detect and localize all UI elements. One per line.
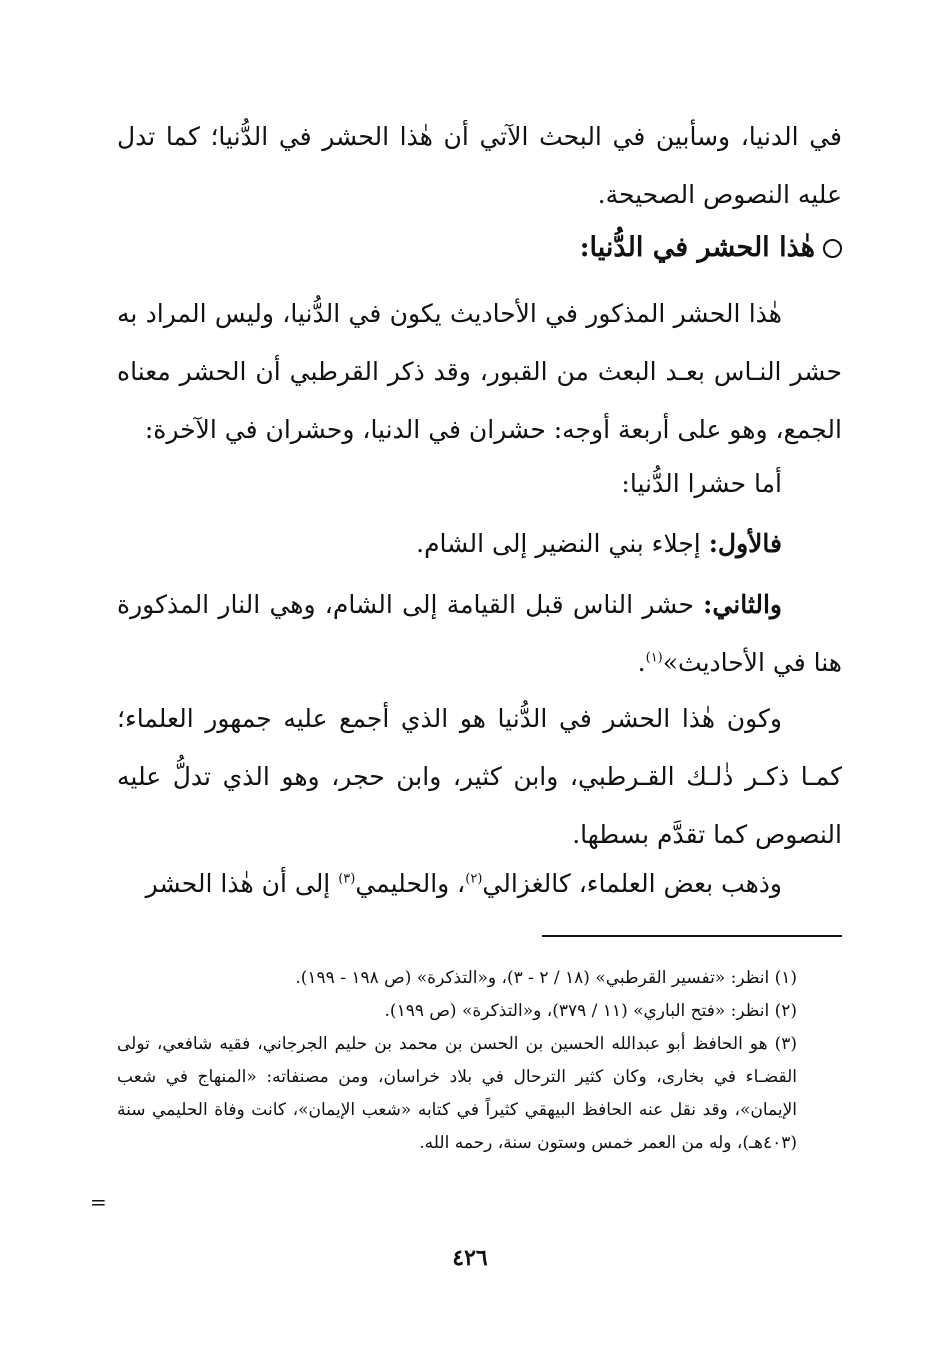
section-heading-text: هٰذا الحشر في الدُّنيا: — [579, 232, 815, 263]
footnote-2: (٢) انظر: «فتح الباري» (١١ / ٣٧٩)، و«التذكرة» (ص ١٩٩). — [384, 1001, 797, 1021]
paragraph-5-label: والثاني: — [703, 590, 782, 619]
footnotes — [117, 962, 842, 1160]
paragraph-6-text: وكون هٰذا الحشر في الدُّنيا هو الذي أجمع عليه جمهور العلماء؛ كمـا ذكـر ذٰلـك القـرطبي، وابن كثير، وابن حجر، وهو الذي تدلُّ عليه النصوص كما تقدَّم بسطها. — [117, 704, 842, 849]
page-number: ٤٢٦ — [452, 1245, 488, 1271]
paragraph-1-text: في الدنيا، وسأبين في البحث الآتي أن هٰذا الحشر في الدُّنيا؛ كما تدل عليه النصوص الصحيحة. — [117, 122, 842, 209]
paragraph-1 — [117, 108, 842, 224]
paragraph-4 — [117, 515, 842, 573]
paragraph-3-text: أما حشرا الدُّنيا: — [621, 469, 782, 498]
footnote-ref-1[interactable]: (١) — [645, 650, 663, 666]
paragraph-6 — [117, 690, 842, 864]
footnote-divider — [542, 935, 842, 937]
paragraph-7-part-1: وذهب بعض العلماء، كالغزالي — [482, 869, 782, 898]
paragraph-2 — [117, 285, 842, 459]
paragraph-7-part-3: إلى أن هٰذا الحشر — [145, 869, 339, 898]
paragraph-7 — [117, 855, 842, 913]
paragraph-7-part-2: ، والحليمي — [355, 869, 466, 898]
footnote-1: (١) انظر: «تفسير القرطبي» (١٨ / ٢ - ٣)، و«التذكرة» (ص ١٩٨ - ١٩٩). — [295, 968, 797, 988]
paragraph-5 — [117, 576, 842, 692]
paragraph-2-text: هٰذا الحشر المذكور في الأحاديث يكون في الدُّنيا، وليس المراد به حشر النـاس بعـد البعث من القبور، وقد ذكر القرطبي أن الحشر معناه الجمع، وهو على أربعة أوجه: حشران في الدنيا، وحشران في الآخرة: — [117, 299, 842, 444]
footnote-3: (٣) هو الحافظ أبو عبدالله الحسين بن الحسن بن محمد بن حليم الجرجاني، فقيه شافعي، تولى القضـاء في بخارى، وكان كثير الترحال في بلاد خراسان، ومن مصنفاته: «المنهاج في شعب الإيمان»، وقد نقل عنه الحافظ البيهقي كثيراً في كتابه «شعب الإيمان»، كانت وفاة الحليمي سنة (٤٠٣هـ)، وله من العمر خمس وستون سنة، رحمه الله. — [117, 1034, 797, 1153]
section-heading — [117, 228, 842, 268]
paragraph-5-end: . — [637, 648, 646, 677]
circle-bullet-icon — [823, 239, 842, 258]
paragraph-3 — [117, 455, 842, 513]
paragraph-5-text: حشر الناس قبل القيامة إلى الشام، وهي النار المذكورة هنا في الأحاديث» — [117, 590, 842, 677]
footnote-ref-3[interactable]: (٣) — [338, 871, 356, 887]
paragraph-4-text: إجلاء بني النضير إلى الشام. — [416, 529, 709, 558]
footnote-ref-2[interactable]: (٢) — [465, 871, 483, 887]
continuation-mark: = — [90, 1190, 107, 1214]
paragraph-4-label: فالأول: — [708, 529, 782, 558]
